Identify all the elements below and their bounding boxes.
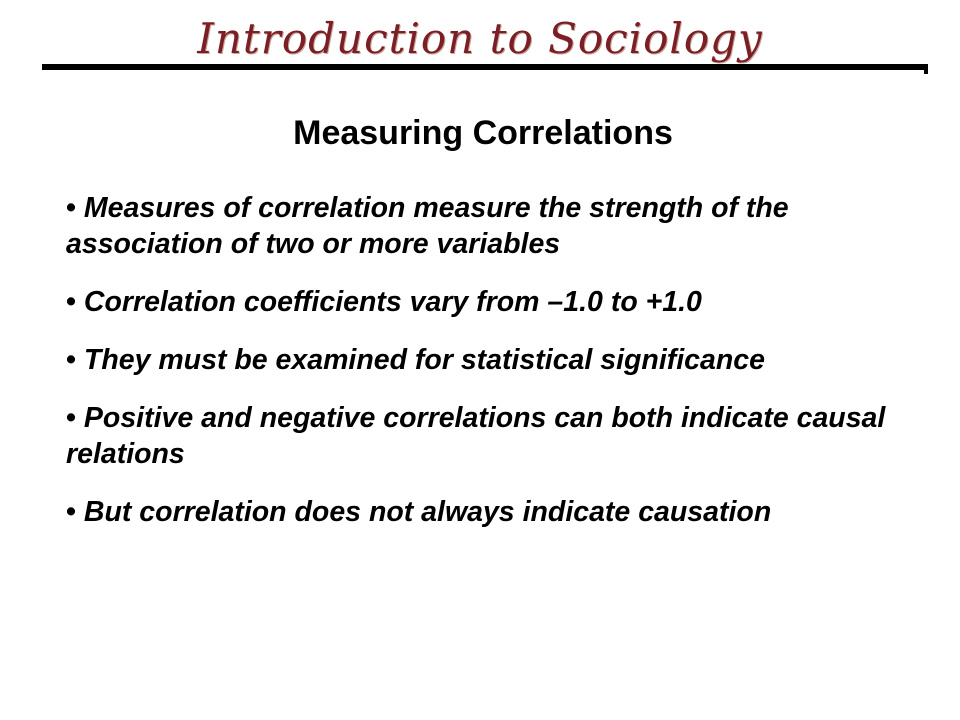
bullet-list — [66, 190, 926, 552]
bullet-marker: • — [66, 192, 76, 224]
header-divider-end — [924, 64, 928, 74]
bullet-item — [66, 400, 926, 472]
bullet-marker: • — [66, 344, 76, 376]
slide-title: Measuring Correlations — [293, 114, 673, 152]
bullet-marker: • — [66, 402, 76, 434]
bullet-text: Correlation coefficients vary from –1.0 to +1.0 — [83, 286, 702, 318]
header-divider — [42, 64, 926, 70]
bullet-text: Positive and negative correlations can both indicate causal relations — [66, 402, 886, 470]
bullet-text: But correlation does not always indicate causation — [83, 496, 772, 528]
bullet-marker: • — [66, 286, 76, 318]
bullet-item — [66, 342, 926, 378]
bullet-item — [66, 190, 926, 262]
bullet-item — [66, 284, 926, 320]
bullet-item — [66, 494, 926, 530]
course-logo: Introduction to Sociology — [197, 14, 763, 63]
bullet-marker: • — [66, 496, 76, 528]
bullet-text: They must be examined for statistical significance — [83, 344, 765, 376]
bullet-text: Measures of correlation measure the strength of the association of two or more variables — [66, 192, 789, 260]
